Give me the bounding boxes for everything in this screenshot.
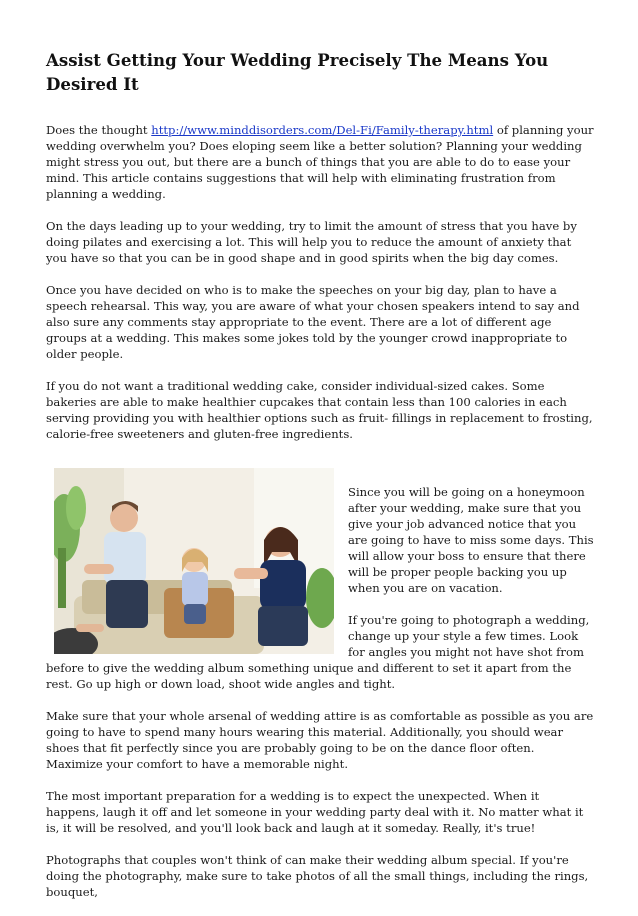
article <box>46 48 594 916</box>
paragraph-photographs: Photographs that couples won't think of can make their wedding album special. If you're doing the photography, make sure to take photos of all the small things, including the rings, bouquet, <box>46 853 589 899</box>
paragraph-intro: Does the thought http://www.minddisorders.com/Del-Fi/Family-therapy.html of planning your wedding overwhelm you? Does eloping seem like a better solution? Planning your wedding might stress you out, but there are a bunch of things that you are able to do to ease your mind. This article contains suggestions that will help with eliminating frustration from planning a wedding. <box>46 123 594 201</box>
paragraph-honeymoon: Since you will be going on a honeymoon after your wedding, make sure that you give your job advanced notice that you are going to have to miss some days. This will allow your boss to ensure that there will be proper people backing you up when you are on vacation. <box>348 485 594 595</box>
paragraph-speeches: Once you have decided on who is to make the speeches on your big day, plan to have a speech rehearsal. This way, you are aware of what your chosen speakers intend to say and also sure any comments stay appropriate to the event. There are a lot of different age groups at a wedding. This makes some jokes told by the younger crowd inappropriate to older people. <box>46 283 580 361</box>
paragraph-unexpected: The most important preparation for a wedding is to expect the unexpected. When it happens, laugh it off and let someone in your wedding party deal with it. No matter what it is, it will be resolved, and you'll look back and laugh at it someday. Really, it's true! <box>46 789 584 835</box>
paragraph-attire: Make sure that your whole arsenal of wedding attire is as comfortable as possible as you are going to have to spend many hours wearing this material. Additionally, you should wear shoes that fit perfectly since you are probably going to be on the dance floor often. Maximize your comfort to have a memorable night. <box>46 709 594 771</box>
figure-section <box>46 468 594 708</box>
page-title: Assist Getting Your Wedding Precisely The Means You Desired It <box>46 50 549 94</box>
photo-illustration <box>54 468 334 654</box>
paragraph-cake: If you do not want a traditional wedding cake, consider individual-sized cakes. Some bakeries are able to make healthier cupcakes that contain less than 100 calories in each serving providing you with healthier options such as fruit- fillings in replacement to frosting, calorie-free sweeteners and gluten-free ingredients. <box>46 379 593 441</box>
family-therapy-photo <box>54 468 334 654</box>
paragraph-stress: On the days leading up to your wedding, try to limit the amount of stress that you have by doing pilates and exercising a lot. This will help you to reduce the amount of anxiety that you have so that you can be in good shape and in good spirits when the big day comes. <box>46 219 577 265</box>
therapy-link[interactable]: http://www.minddisorders.com/Del-Fi/Family-therapy.html <box>151 123 494 137</box>
post-figure-text <box>46 708 594 900</box>
paragraph-photograph: If you're going to photograph a wedding, change up your style a few times. Look for angles you might not have shot from before to give the wedding album something unique and different to set it apart from the rest. Go up high or down load, shoot wide angles and tight. <box>46 613 590 691</box>
